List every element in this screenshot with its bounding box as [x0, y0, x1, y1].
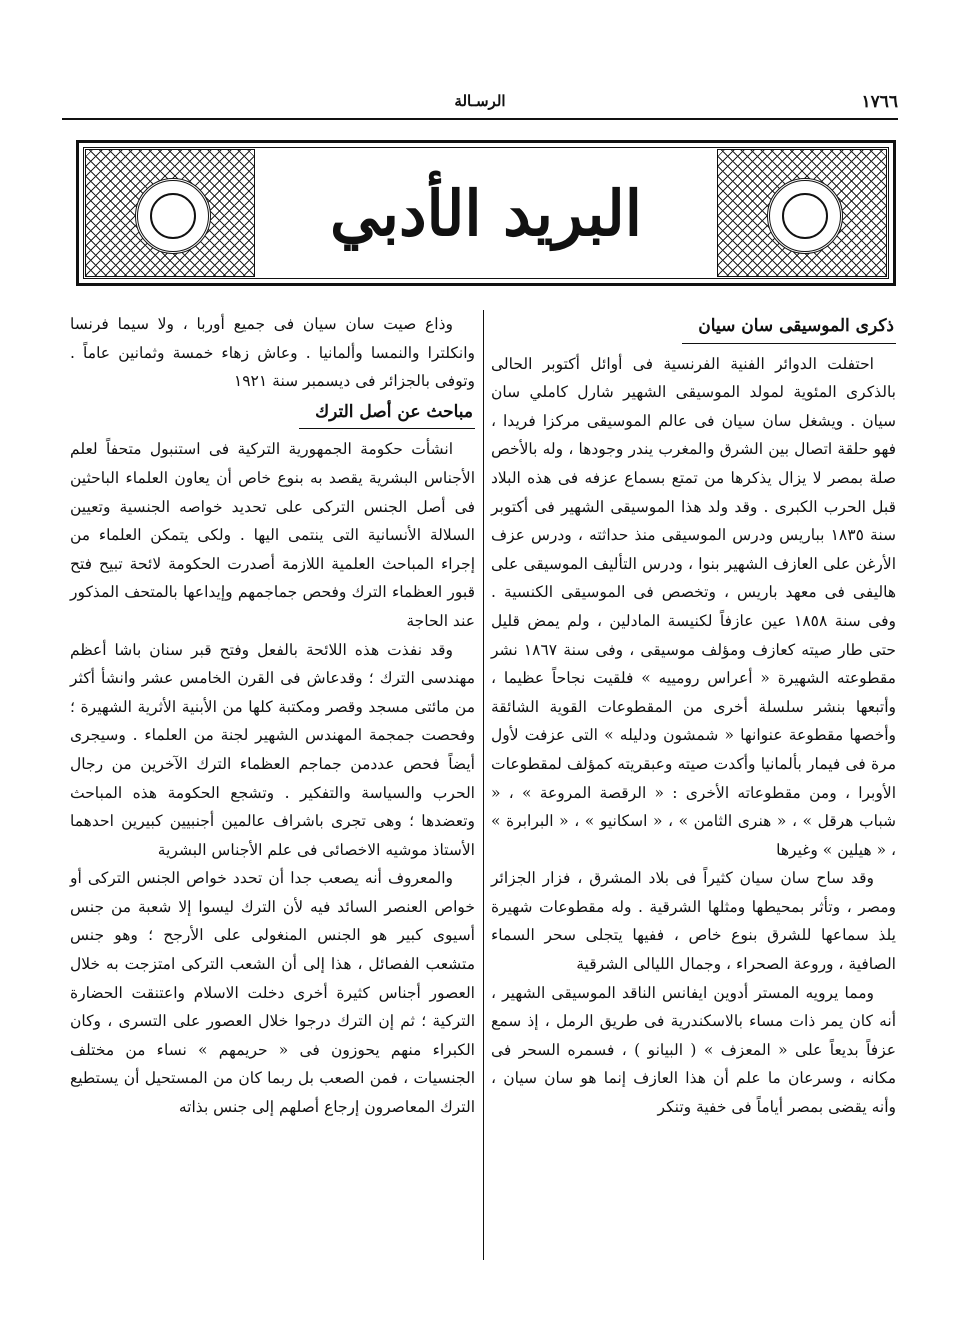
left-column [70, 310, 475, 1260]
left-ornament-panel [85, 149, 255, 277]
paragraph: وذاع صيت سان سيان فى جميع أوربا ، ولا سيما فرنسا وانكلترا والنمسا وألمانيا . وعاش زهاء خمسة وثمانين عاماً . وتوفى بالجزائر فى ديسمبر سنة ١٩٢١ [70, 315, 475, 391]
right-column [491, 310, 896, 1260]
banner-title: البريد الأدبي [330, 176, 642, 250]
paragraph: والمعروف أنه يصعب جدا أن تحدد خواص الجنس التركى أو خواص العنصر السائد فيه لأن الترك ليسوا إلا شعبة من جنس أسيوى كبير هو الجنس المنغولى على الأرجح ؛ وهو جنس متشعب الفصائل ، هذا إلى أن الشعب التركى امتزجت به خلال العصور أجناس كثيرة أخرى دخلت الاسلام واعتنقت الحضارة التركية ؛ ثم إن الترك درجوا خلال العصور على التسرى ، وكان الكبراء منهم يحوزون فى « حريمهم » نساء من مختلف الجنسيات ، فمن الصعب بل ربما كان من المستحيل أن يستطيع الترك المعاصرون إرجاع أصلهم إلى جنس بذاته [70, 869, 475, 1117]
paragraph: وقد نفذت هذه اللائحة بالفعل وفتح قبر سنان باشا أعظم مهندسى الترك ؛ وقدعاش فى القرن الخامس عشر وانشأ أكثر من مائتى مسجد وقصر ومكتبة كلها من الأبنية الأثرية الشهيرة ؛ وفحصت جمجمة المهندس الشهير لجنة من العلماء . وسيجرى أيضاً فحص عددمن جماجم العظماء الترك الآخرين من رجال الحرب والسياسة والتفكير . وتشجع الحكومة هذه المباحث وتعضدها ؛ وهى تجرى باشراف عالمين أجنبيين كبيرين احدهما الأستاذ موشيه الاخصائى فى علم الأجناس البشرية [70, 640, 475, 859]
header-rule [62, 118, 898, 120]
magazine-name: الرسـالة [454, 92, 506, 110]
paragraph: وقد ساح سان سيان كثيراً فى بلاد المشرق ، فزار الجزائر ومصر ، وتأثر بمحيطها ومثلها الشرقية . وله مقطوعات شهيرة يلذ سماعها للشرق بنوع خاص ، ففيها يتجلى سحر السماء الصافية ، وروعة الصحراء ، وجمال الليالى الشرقية [491, 869, 896, 974]
column-divider [483, 310, 484, 1260]
paragraph: احتفلت الدوائر الفنية الفرنسية فى أوائل أكتوبر الحالى بالذكرى المئوية لمولد الموسيقى الشهير شارل كاملي سان سيان . ويشغل سان سيان فى عالم الموسيقى مركزا فريدا ، فهو حلقة اتصال بين الشرق والمغرب يندر وجودها ، وله بالأخص صلة بمصر لا يزال يذكرها من تمتع بسماع عزفه فى هذه البلاد قبل الحرب الكبرى . وقد ولد هذا الموسيقى الشهير فى أكتوبر سنة ١٨٣٥ بباريس ودرس الموسيقى منذ حداثته ، ودرس عزف الأرغن على العازف الشهير بنوا ، ودرس التأليف الموسيقى على هاليفى فى معهد باريس ، وتخصص فى الموسيقى الكنسية . وفى سنة ١٨٥٨ عين عازفاً لكنيسة المادلين ، ولم يمض قليل حتى طار صيته كعازف ومؤلف موسيقى ، وفى سنة ١٨٦٧ نشر مقطوعته الشهيرة « أعراس رومييه » فلقيت نجاحاً عظيما ، وأتبعها بنشر سلسلة أخرى من المقطوعات القوية الشائقة وأخصها مقطوعة عنوانها « شمشون ودليله » التى عزفت لأول مرة فى فيمار بألمانيا وأكدت صيته وعبقريته كمؤلف لمقطوعات الأوبرا ، ومن مقطوعاته الأخرى : « الرقصة المروعة » ، « شباب هرقل » ، « هنرى الثامن » ، « اسكانيو » ، « البرابرة » ، « هيلين » وغيرها [491, 354, 897, 859]
paragraph: انشأت حكومة الجمهورية التركية فى استنبول متحفاً لعلم الأجناس البشرية يقصد به بنوع خاص أن يعاون العلماء الباحثين فى أصل الجنس التركى على تحديد خواصه الجنسية وتعيين السلالة الأنسانية التى ينتمى اليها . ولكى يتمكن العلماء من إجراء المباحث العلمية اللازمة أصدرت الحكومة لائحة تبيح فتح قبور العظماء الترك وفحص جماجمهم وإيداعها بالمتحف المذكور عند الحاجة [70, 440, 475, 630]
section-title: ذكرى الموسيقى سان سيان [682, 312, 896, 344]
section-banner [76, 140, 896, 286]
right-ornament-panel [717, 149, 887, 277]
paragraph: ومما يرويه المستر أدوين ايفانس الناقد الموسيقى الشهير ، أنه كان يمر ذات مساء بالاسكندرية فى طريق الرمل ، إذ سمع عزفاً بديعاً على « المعزف » ( البيانو ) ، فسمره السحر فى مكانه ، وسرعان ما علم أن هذا العازف إنما هو سان سيان ، وأنه يقضى بمصر أياماً فى خفية وتنكر [491, 983, 896, 1117]
ornament-medallion [135, 178, 211, 254]
page-number: ١٧٦٦ [861, 92, 898, 112]
section-title: مباحث عن أصل الترك [299, 398, 475, 430]
ornament-medallion [767, 178, 843, 254]
